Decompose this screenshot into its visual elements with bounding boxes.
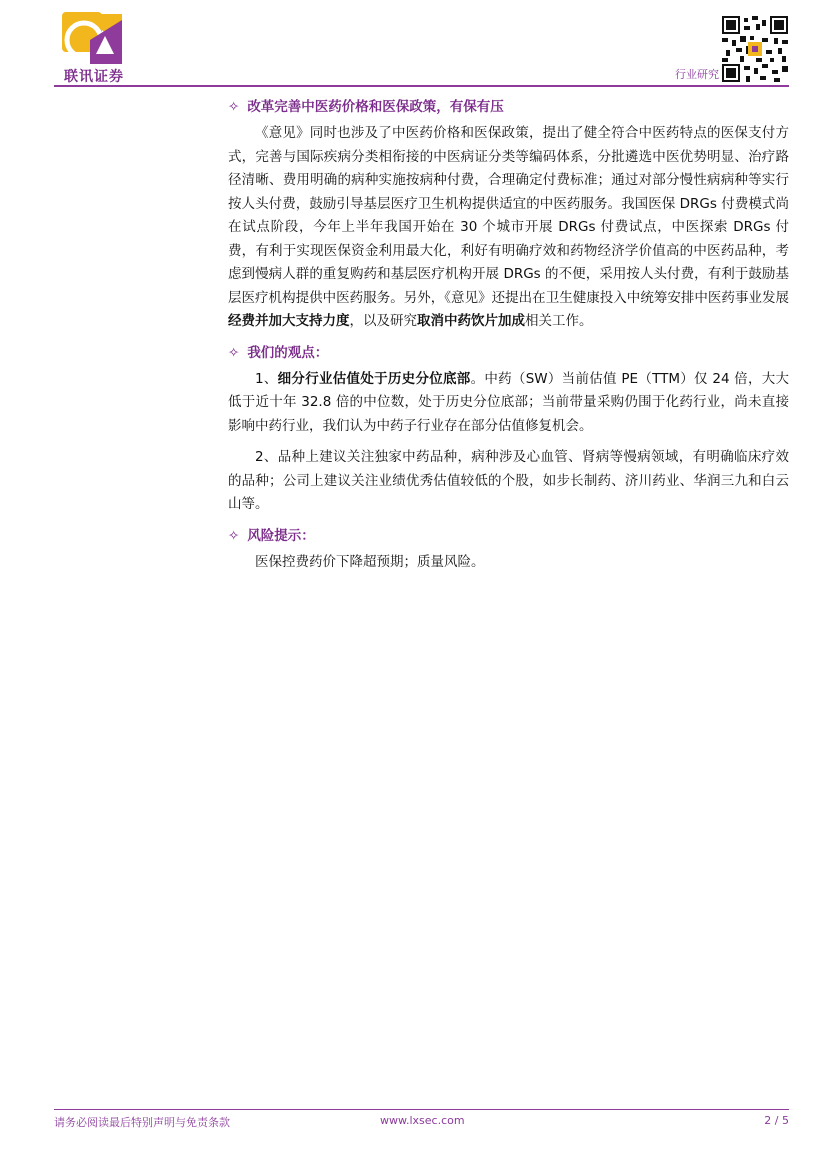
page-header xyxy=(0,0,827,92)
page-footer xyxy=(54,1114,789,1130)
view-point-1 xyxy=(228,368,789,439)
qr-code-icon xyxy=(722,16,788,82)
section-title-text: 风险提示： xyxy=(247,527,315,544)
website-link[interactable]: www.lxsec.com xyxy=(380,1114,465,1127)
section-title-views xyxy=(228,342,789,364)
page-number: 2 / 5 xyxy=(764,1114,789,1127)
footer-divider xyxy=(54,1109,789,1110)
text-run: 《意见》同时也涉及了中医药价格和医保政策，提出了健全符合中医药特点的医保支付方式，完善与国际疾病分类相衔接的中医病证分类等编码体系，分批遴选中医优势明显、治疗路径清晰、费用明确的病种实施按病种付费，合理确定付费标准；通过对部分慢性病病种等实行按人头付费，鼓励引导基层医疗卫生机构提供适宜的中医药服务。我国医保 DRGs 付费模式尚在试点阶段，今年上半年我国开始在 30 个城市开展 DRGs 付费试点，中医探索 DRGs 付费，有利于实现医保资金利用最大化，利好有明确疗效和药物经济学价值高的中医药品种，考虑到慢病人群的重复购药和基层医疗机构开展 DRGs 的不便，采用按人头付费，有利于鼓励基层医疗机构提供中医药服务。另外，《意见》还提出在卫生健康投入中统筹安排中医药事业发展 xyxy=(228,125,789,306)
text-run: ，以及研究 xyxy=(349,313,417,329)
section-title-risk xyxy=(228,525,789,547)
company-logo xyxy=(54,10,134,84)
diamond-star-icon: ✧ xyxy=(228,527,240,544)
brand-name: 联讯证券 xyxy=(64,69,124,85)
report-body xyxy=(228,96,789,582)
disclaimer-link[interactable]: 请务必阅读最后特别声明与免责条款 xyxy=(54,1116,230,1129)
section-title-text: 我们的观点： xyxy=(247,344,329,361)
diamond-star-icon: ✧ xyxy=(228,344,240,361)
logo-mark-icon xyxy=(60,10,124,66)
text-run: 。中药（SW）当前估值 PE（TTM）仅 24 倍，大大低于近十年 32.8 倍的中位数，处于历史分位底部；当前带量采购仍围于化药行业，尚未直接影响中药行业，我们认为中药子行业存在部分估值修复机会。 xyxy=(228,370,790,434)
pricing-paragraph xyxy=(228,122,789,334)
view-point-2: 2、品种上建议关注独家中药品种，病种涉及心血管、肾病等慢病领域，有明确临床疗效的品种；公司上建议关注业绩优秀估值较低的个股，如步长制药、济川药业、华润三九和白云山等。 xyxy=(228,449,789,512)
header-divider xyxy=(54,85,789,87)
bold-text-run: 经费并加大支持力度 xyxy=(228,313,350,329)
section-title-pricing xyxy=(228,96,789,118)
diamond-star-icon: ✧ xyxy=(228,99,240,115)
text-run: 相关工作。 xyxy=(525,313,593,329)
section-title-text: 改革完善中医药价格和医保政策，有保有压 xyxy=(247,99,504,115)
text-run: 1、 xyxy=(255,370,278,387)
bold-text-run: 取消中药饮片加成 xyxy=(417,313,525,329)
report-type-label: 行业研究 xyxy=(675,68,719,81)
risk-paragraph: 医保控费药价下降超预期；质量风险。 xyxy=(255,553,485,570)
bold-text-run: 细分行业估值处于历史分位底部 xyxy=(277,370,471,387)
